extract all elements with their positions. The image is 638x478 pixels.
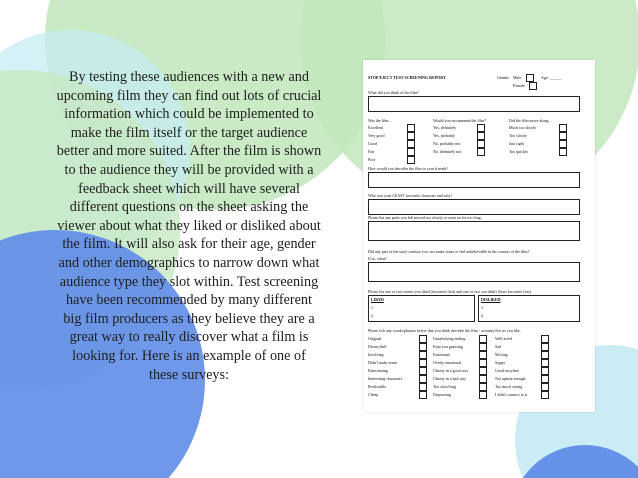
recommend-option-checkbox[interactable] — [477, 140, 485, 148]
disliked-number-1: 1. — [481, 305, 484, 310]
word-option: Dreary/dull — [368, 344, 387, 349]
was-option-checkbox[interactable] — [407, 132, 415, 140]
word-checkbox[interactable] — [419, 367, 427, 375]
move-option-checkbox[interactable] — [559, 124, 567, 132]
male-label: Male — [513, 75, 522, 80]
move-option-checkbox[interactable] — [559, 148, 567, 156]
question-words: Please tick any words/phrases below that you think describe the film - as many/few as you like. — [368, 328, 521, 333]
was-option: Fair — [368, 149, 375, 154]
liked-label: LIKED — [371, 297, 384, 302]
word-option: Cheap — [368, 392, 379, 397]
word-option: Good storyline — [495, 368, 519, 373]
liked-scenes-box[interactable] — [368, 295, 475, 322]
question-too-slow: Please list any parts you felt moved too slowly or went on for too long. — [368, 215, 482, 220]
word-checkbox[interactable] — [419, 383, 427, 391]
move-option: Just right — [509, 141, 524, 146]
word-checkbox[interactable] — [479, 335, 487, 343]
word-checkbox[interactable] — [479, 375, 487, 383]
word-checkbox[interactable] — [419, 351, 427, 359]
word-checkbox[interactable] — [541, 383, 549, 391]
word-option: Entertaining — [368, 368, 388, 373]
question-least-favourite: Who was your LEAST favourite character and why? — [368, 193, 453, 198]
liked-number-1: 1. — [371, 305, 374, 310]
word-option: Well acted — [495, 336, 512, 341]
answer-too-slow-field[interactable] — [368, 221, 580, 241]
answer-describe-field[interactable] — [368, 172, 580, 188]
female-label: Female — [513, 83, 525, 88]
word-checkbox[interactable] — [479, 383, 487, 391]
male-checkbox[interactable] — [526, 74, 534, 82]
question-scenes: Please list one or two scenes you liked (favourite first) and one or two you didn't (least favourite first). — [368, 289, 532, 294]
word-checkbox[interactable] — [541, 367, 549, 375]
answer-confusing-field[interactable] — [368, 262, 580, 282]
word-checkbox[interactable] — [419, 343, 427, 351]
recommend-option: No, definitely not — [433, 149, 462, 154]
recommend-option-checkbox[interactable] — [477, 148, 485, 156]
word-option: Involving — [368, 352, 384, 357]
recommend-option: Yes, definitely — [433, 125, 457, 130]
was-option: Very good — [368, 133, 385, 138]
was-option: Excellent — [368, 125, 384, 130]
gender-label: Gender: — [497, 75, 510, 80]
word-option: Soppy — [495, 360, 506, 365]
word-option: Original — [368, 336, 382, 341]
word-checkbox[interactable] — [479, 359, 487, 367]
answer-think-field[interactable] — [368, 96, 580, 112]
question-think: What did you think of the film? — [368, 90, 419, 95]
word-checkbox[interactable] — [541, 343, 549, 351]
was-option-checkbox[interactable] — [407, 140, 415, 148]
word-option: Cheesy in a bad way — [433, 376, 467, 381]
was-option-checkbox[interactable] — [407, 156, 415, 164]
word-checkbox[interactable] — [541, 359, 549, 367]
move-option: Too slowly — [509, 133, 527, 138]
word-option: Not upbeat enough — [495, 376, 526, 381]
female-checkbox[interactable] — [529, 82, 537, 90]
word-option: Interesting characters — [368, 376, 403, 381]
word-checkbox[interactable] — [479, 391, 487, 399]
word-option: Sad — [495, 344, 501, 349]
disliked-label: DISLIKED — [481, 297, 501, 302]
word-checkbox[interactable] — [479, 351, 487, 359]
disliked-scenes-box[interactable] — [478, 295, 580, 322]
word-checkbox[interactable] — [419, 335, 427, 343]
move-option: Too quickly — [509, 149, 529, 154]
word-option: Overly emotional — [433, 360, 462, 365]
word-checkbox[interactable] — [419, 391, 427, 399]
was-option: Poor — [368, 157, 376, 162]
word-checkbox[interactable] — [419, 359, 427, 367]
word-option: Depressing — [433, 392, 451, 397]
question-was-film: Was the film... — [368, 118, 392, 123]
question-describe: How would you describe the film to your friends? — [368, 166, 448, 171]
question-confusing: Did any part of the story confuse you, not make sense or feel unbelievable in the context of the film? — [368, 249, 530, 254]
word-checkbox[interactable] — [479, 343, 487, 351]
word-option: Too slow/long — [433, 384, 456, 389]
recommend-option-checkbox[interactable] — [477, 124, 485, 132]
word-option: Unsatisfying ending — [433, 336, 466, 341]
if-so-label: If so, what? — [368, 256, 387, 261]
survey-sheet — [363, 60, 595, 412]
move-option-checkbox[interactable] — [559, 140, 567, 148]
word-option: Didn't make sense — [368, 360, 398, 365]
word-checkbox[interactable] — [541, 375, 549, 383]
word-option: Too much crying — [495, 384, 523, 389]
word-option: Moving — [495, 352, 508, 357]
description-paragraph: By testing these audiences with a new and upcoming film they can find out lots of crucial information which could be implemented to make the film itself or the target audience better and more suited. After the film is shown to the audience they will be provided with a feedback sheet which will have several different questions on the sheet asking the viewer about what they liked or disliked about the film. It will also ask for their age, gender and other demographics to narrow down what audience type they slot within. Test screening have been recommended by many different big film producers as they believe they are a great way to really discover what a film is looking for. Here is an example of one of these surveys: — [56, 69, 322, 383]
word-checkbox[interactable] — [541, 335, 549, 343]
age-label: Age: ______ — [541, 75, 562, 80]
recommend-option: Yes, probably — [433, 133, 456, 138]
word-option: Emotional — [433, 352, 450, 357]
was-option-checkbox[interactable] — [407, 148, 415, 156]
move-option-checkbox[interactable] — [559, 132, 567, 140]
liked-number-2: 2. — [371, 313, 374, 318]
word-checkbox[interactable] — [419, 375, 427, 383]
word-checkbox[interactable] — [541, 351, 549, 359]
word-option: Cheesy in a good way — [433, 368, 469, 373]
word-option: Predictable — [368, 384, 386, 389]
was-option: Good — [368, 141, 377, 146]
word-option: Kept you guessing — [433, 344, 463, 349]
answer-least-favourite-field[interactable] — [368, 199, 580, 215]
word-checkbox[interactable] — [479, 367, 487, 375]
form-title: STOP/EJECT TEST SCREENING REPORT — [368, 75, 446, 80]
word-option: I didn't connect to it — [495, 392, 528, 397]
word-checkbox[interactable] — [541, 391, 549, 399]
recommend-option-checkbox[interactable] — [477, 132, 485, 140]
recommend-option: No, probably not — [433, 141, 461, 146]
question-move-along: Did the film move along... — [509, 118, 552, 123]
was-option-checkbox[interactable] — [407, 124, 415, 132]
question-recommend: Would you recommend the film? — [433, 118, 486, 123]
move-option: Much too slowly — [509, 125, 537, 130]
disliked-number-2: 2. — [481, 313, 484, 318]
